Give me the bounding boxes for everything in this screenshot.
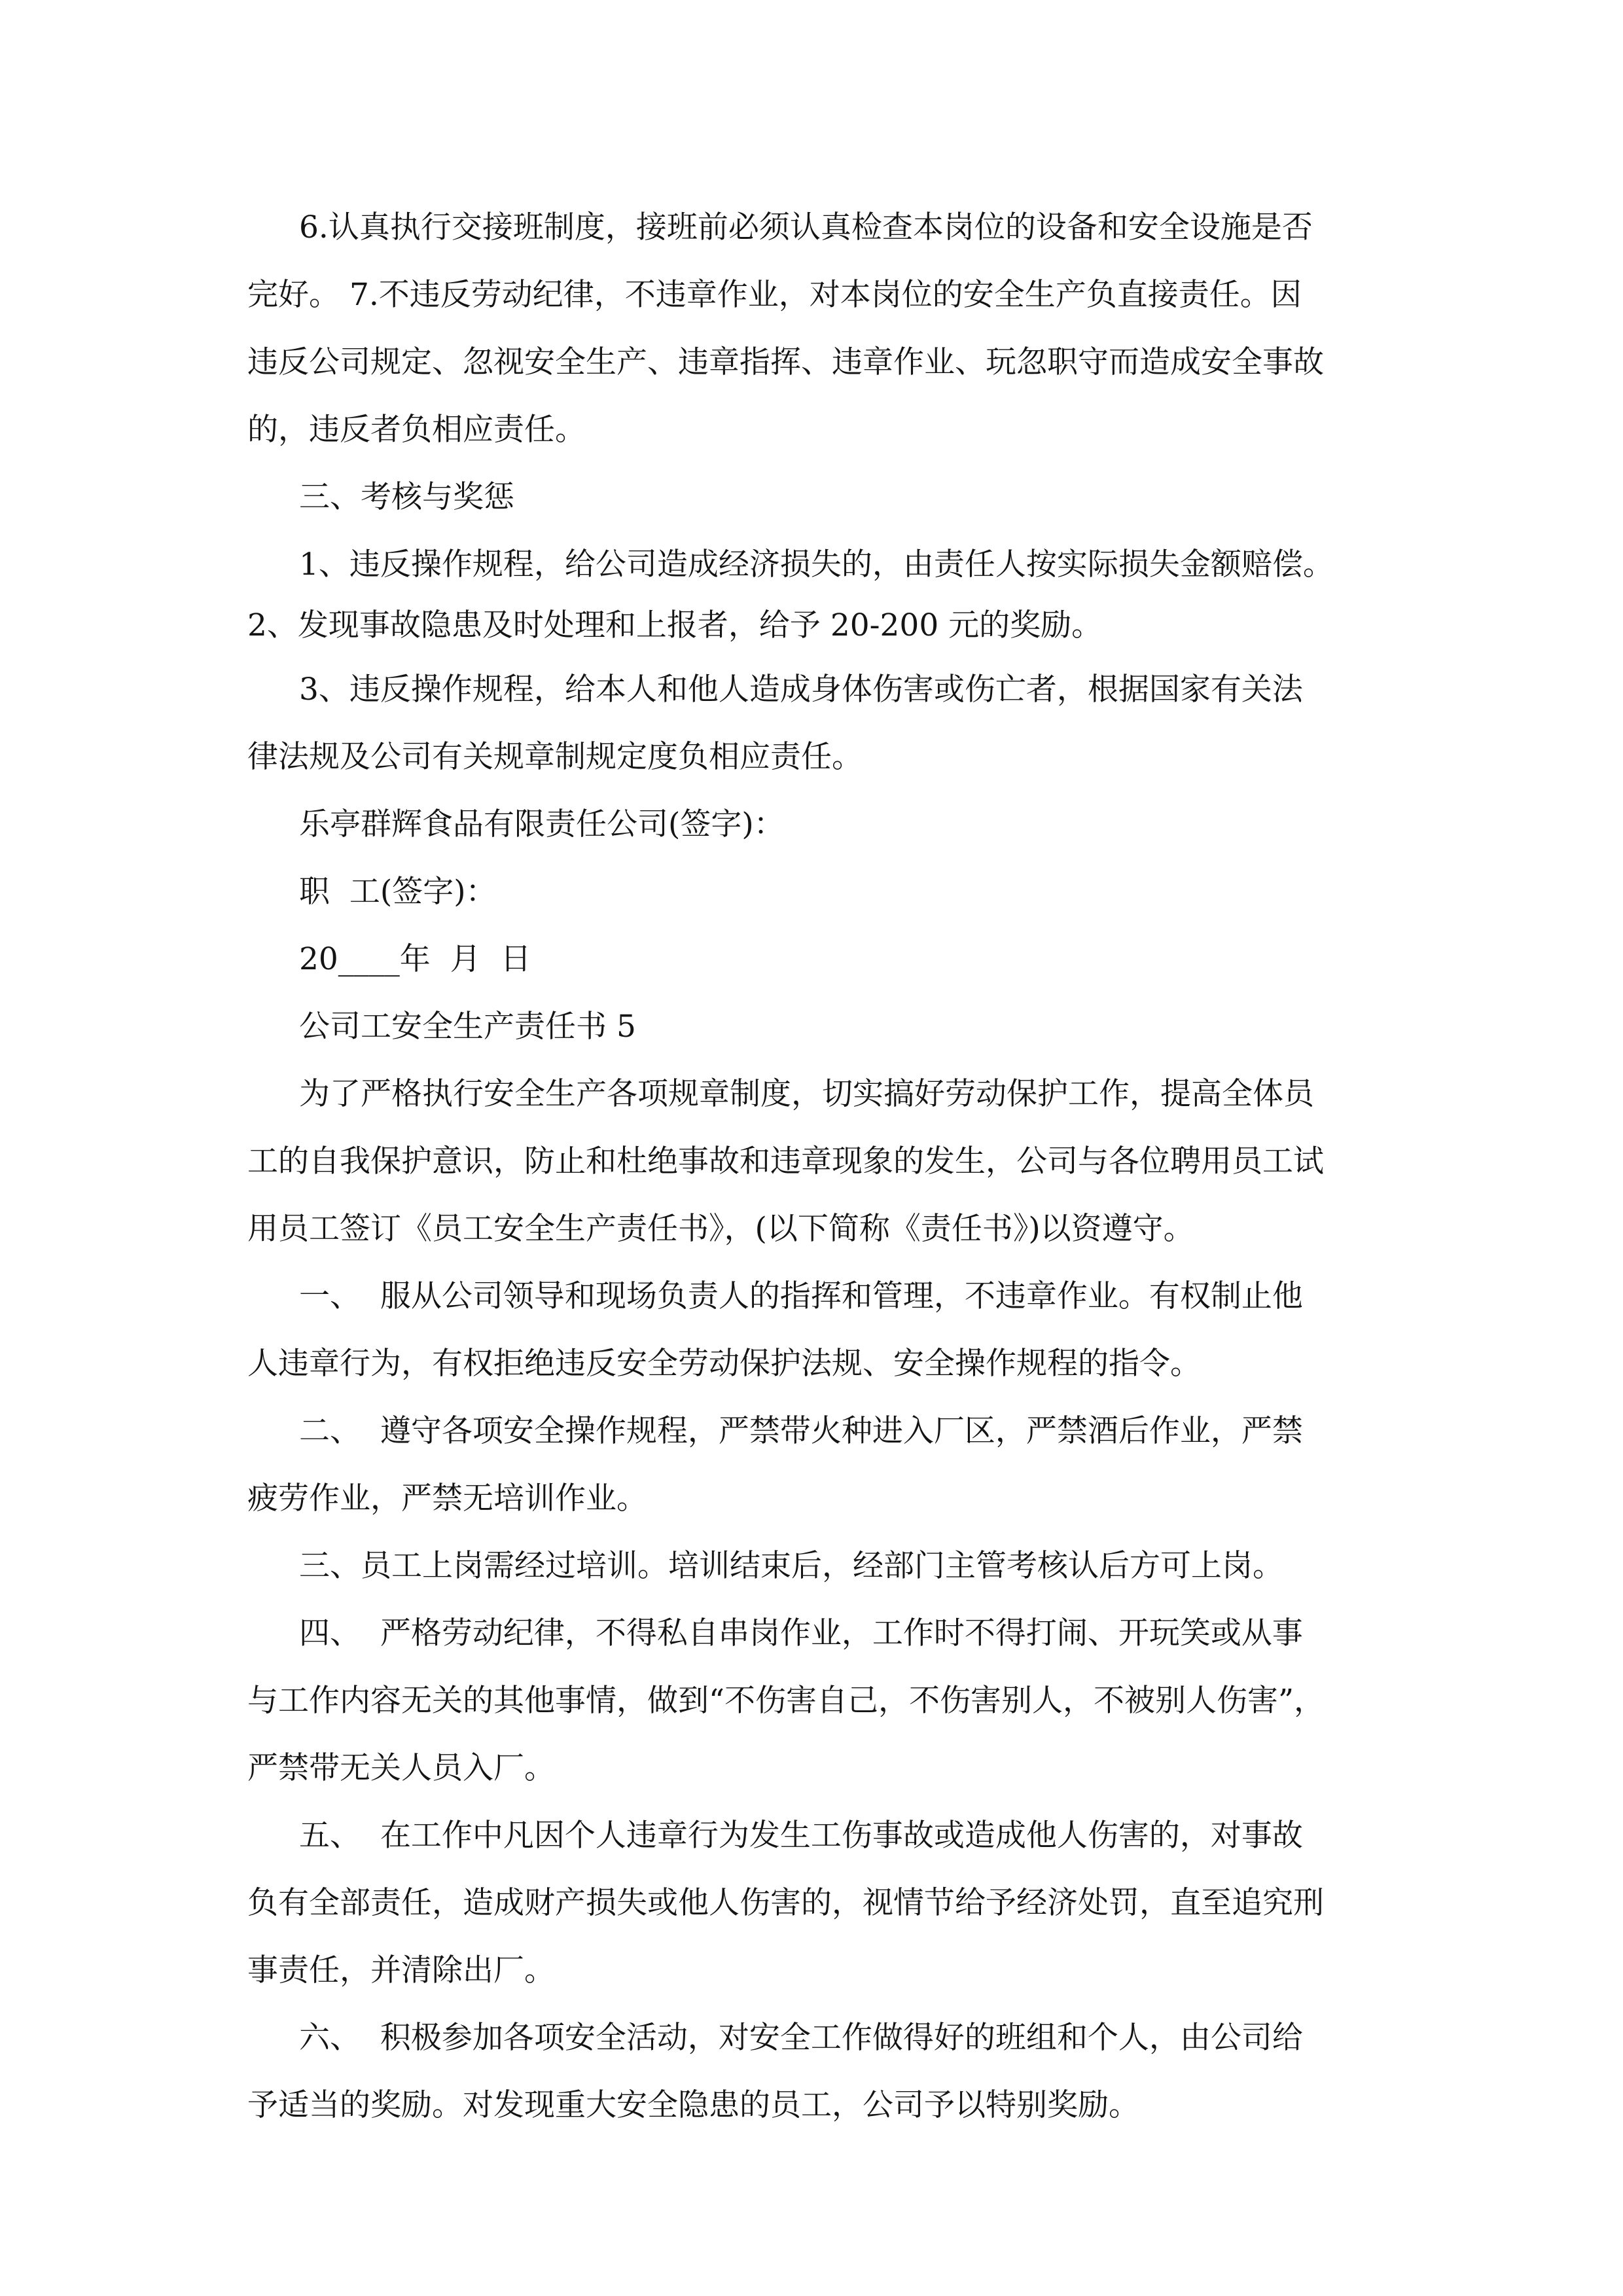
text-line: 负有全部责任，造成财产损失或他人伤害的，视情节给予经济处罚，直至追究刑 (247, 1885, 1324, 1921)
section-heading: 三、考核与奖惩 (299, 479, 514, 515)
text-line: 六、 积极参加各项安全活动，对安全工作做得好的班组和个人，由公司给 (299, 2020, 1303, 2056)
text-line: 人违章行为，有权拒绝违反安全劳动保护法规、安全操作规程的指令。 (247, 1346, 1201, 1382)
text-line: 二、 遵守各项安全操作规程，严禁带火种进入厂区，严禁酒后作业，严禁 (299, 1413, 1303, 1449)
text-line: 三、员工上岗需经过培训。培训结束后，经部门主管考核认后方可上岗。 (299, 1548, 1283, 1584)
text-line: 完好。 7.不违反劳动纪律，不违章作业，对本岗位的安全生产负直接责任。因 (247, 277, 1302, 313)
signature-date: 20____年 月 日 (299, 941, 531, 977)
text-line: 违反公司规定、忽视安全生产、违章指挥、违章作业、玩忽职守而造成安全事故 (247, 344, 1324, 380)
document-title: 公司工安全生产责任书 5 (299, 1009, 636, 1045)
text-line: 3、违反操作规程，给本人和他人造成身体伤害或伤亡者，根据国家有关法 (299, 672, 1303, 708)
text-line: 予适当的奖励。对发现重大安全隐患的员工，公司予以特别奖励。 (247, 2087, 1139, 2123)
text-line: 疲劳作业，严禁无培训作业。 (247, 1480, 647, 1516)
text-line: 事责任，并清除出厂。 (247, 1952, 555, 1988)
signature-employee: 职 工(签字)： (299, 874, 497, 910)
text-line: 五、 在工作中凡因个人违章行为发生工伤事故或造成他人伤害的，对事故 (299, 1818, 1303, 1854)
text-line: 为了严格执行安全生产各项规章制度，切实搞好劳动保护工作，提高全体员 (299, 1076, 1314, 1112)
text-line: 6.认真执行交接班制度，接班前必须认真检查本岗位的设备和安全设施是否 (299, 209, 1313, 245)
text-line: 与工作内容无关的其他事情，做到“不伤害自己，不伤害别人，不被别人伤害”， (247, 1683, 1325, 1719)
text-line: 1、违反操作规程，给公司造成经济损失的，由责任人按实际损失金额赔偿。 (299, 547, 1334, 583)
text-line: 一、 服从公司领导和现场负责人的指挥和管理，不违章作业。有权制止他 (299, 1278, 1303, 1314)
text-line: 2、发现事故隐患及时处理和上报者，给予 20-200 元的奖励。 (247, 607, 1103, 643)
text-line: 工的自我保护意识，防止和杜绝事故和违章现象的发生，公司与各位聘用员工试 (247, 1143, 1324, 1179)
text-line: 四、 严格劳动纪律，不得私自串岗作业，工作时不得打闹、开玩笑或从事 (299, 1615, 1303, 1651)
text-line: 严禁带无关人员入厂。 (247, 1750, 555, 1786)
text-line: 的，违反者负相应责任。 (247, 412, 586, 448)
signature-company: 乐亭群辉食品有限责任公司(签字)： (299, 806, 785, 842)
text-line: 律法规及公司有关规章制规定度负相应责任。 (247, 739, 863, 775)
text-line: 用员工签订《员工安全生产责任书》，(以下简称《责任书》)以资遵守。 (247, 1211, 1194, 1247)
